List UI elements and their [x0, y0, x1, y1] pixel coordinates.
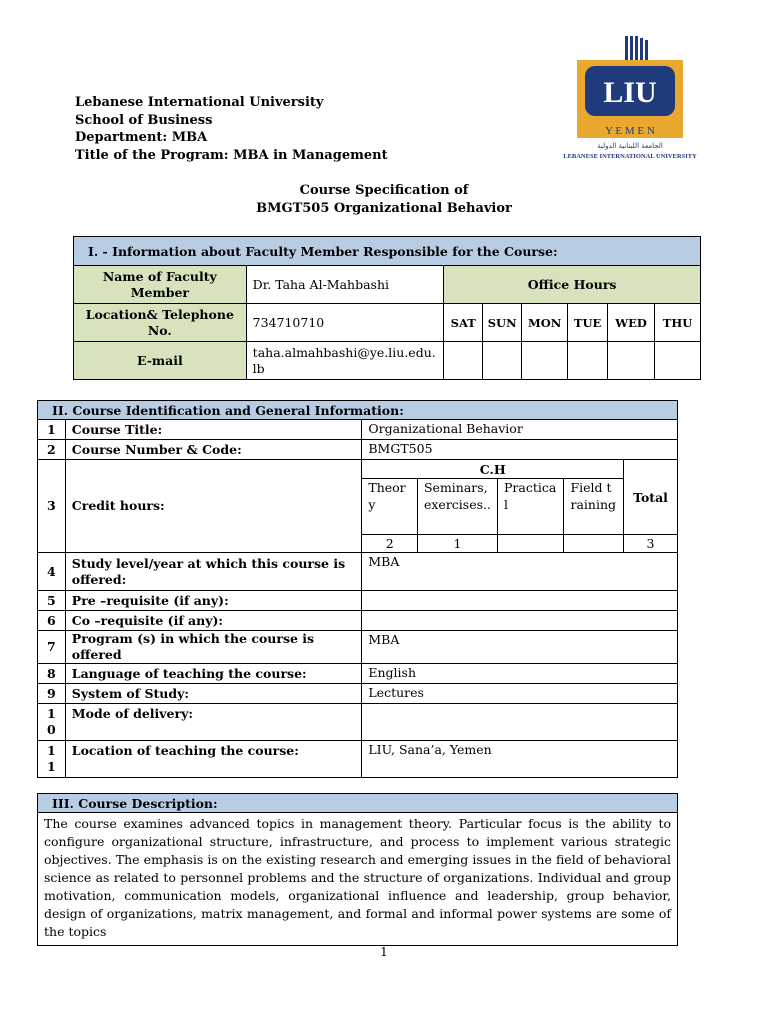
email-value: taha.almahbashi@ye.liu.edu.lb [246, 342, 444, 380]
course-spec-line1: Course Specification of [299, 183, 469, 198]
office-hours-label: Office Hours [444, 266, 701, 304]
mode-of-delivery-value [362, 704, 678, 741]
row-number: 5 [38, 591, 66, 611]
credit-hours-label: Credit hours: [65, 460, 362, 553]
row-number: 4 [38, 553, 66, 591]
study-level-value: MBA [362, 553, 678, 591]
school-name: School of Business [75, 112, 213, 128]
prerequisite-value [362, 591, 678, 611]
logo-english-line: LEBANESE INTERNATIONAL UNIVERSITY [563, 153, 697, 160]
field-training-value [564, 535, 624, 553]
table-row [38, 460, 678, 479]
day-sat: SAT [444, 304, 483, 342]
language-label: Language of teaching the course: [65, 664, 362, 684]
day-wed: WED [608, 304, 655, 342]
table-row [38, 704, 678, 741]
program-label: Program (s) in which the course is offered [65, 631, 362, 664]
study-level-label: Study level/year at which this course is offered: [65, 553, 362, 591]
table-row [38, 741, 678, 778]
location-of-teaching-label: Location of teaching the course: [65, 741, 362, 778]
section3-title: III. Course Description: [38, 794, 678, 813]
table-row [38, 611, 678, 631]
office-hours-cell [522, 342, 568, 380]
day-sun: SUN [483, 304, 522, 342]
office-hours-cell [483, 342, 522, 380]
table-row [38, 553, 678, 591]
location-label: Location& Telephone No. [74, 304, 247, 342]
logo-arabic-line: الجامعة اللبنانية الدولية [597, 142, 663, 150]
row-number: 3 [38, 460, 66, 553]
seminars-value: 1 [417, 535, 497, 553]
row-number: 1 1 [38, 741, 66, 778]
course-identification-table [37, 400, 678, 778]
office-hours-cell [568, 342, 608, 380]
language-value: English [362, 664, 678, 684]
email-label: E-mail [74, 342, 247, 380]
faculty-name-label: Name of Faculty Member [74, 266, 247, 304]
course-title-label: Course Title: [65, 420, 362, 440]
location-of-teaching-value: LIU, Sana’a, Yemen [362, 741, 678, 778]
day-tue: TUE [568, 304, 608, 342]
table-row [38, 664, 678, 684]
logo-columns-icon [625, 36, 648, 64]
day-thu: THU [655, 304, 701, 342]
prerequisite-label: Pre –requisite (if any): [65, 591, 362, 611]
course-title-value: Organizational Behavior [362, 420, 678, 440]
field-training-header: Field training [564, 479, 624, 535]
program-title: Title of the Program: MBA in Management [75, 148, 388, 164]
practical-value [497, 535, 563, 553]
row-number: 8 [38, 664, 66, 684]
table-row [38, 684, 678, 704]
office-hours-cell [608, 342, 655, 380]
corequisite-label: Co –requisite (if any): [65, 611, 362, 631]
ch-header: C.H [362, 460, 624, 479]
table-row [38, 591, 678, 611]
course-description-table [37, 793, 678, 946]
row-number: 2 [38, 440, 66, 460]
course-code-label: Course Number & Code: [65, 440, 362, 460]
location-value: 734710710 [246, 304, 444, 342]
course-code-value: BMGT505 [362, 440, 678, 460]
table-row [38, 440, 678, 460]
document-header [75, 94, 388, 165]
row-number: 1 0 [38, 704, 66, 741]
system-of-study-value: Lectures [362, 684, 678, 704]
table-row [38, 631, 678, 664]
section1-title: I. - Information about Faculty Member Responsible for the Course: [74, 237, 701, 266]
table-row [38, 420, 678, 440]
office-hours-cell [655, 342, 701, 380]
row-number: 9 [38, 684, 66, 704]
theory-value: 2 [362, 535, 418, 553]
logo-country: Y E M E N [605, 125, 655, 137]
row-number: 7 [38, 631, 66, 664]
row-number: 6 [38, 611, 66, 631]
university-name: Lebanese International University [75, 95, 324, 110]
department-name: Department: MBA [75, 130, 208, 146]
office-hours-cell [444, 342, 483, 380]
seminars-header: Seminars, exercises.. [417, 479, 497, 535]
total-value: 3 [624, 535, 678, 553]
theory-header: Theory [362, 479, 418, 535]
program-value: MBA [362, 631, 678, 664]
logo-letters: LIU [603, 76, 657, 109]
course-description-text: The course examines advanced topics in management theory. Particular focus is the ability to configure organizational structure, infrastructure, and process to implement various strategic objectives. The emphasis is on the existing research and emerging issues in the field of behavioral science as related to personnel problems and the structure of organizations. Individual and group motivation, communication models, organizational influence and leadership, group behavior, design of organizations, matrix management, and formal and informal power systems are some of the topics [38, 813, 678, 946]
system-of-study-label: System of Study: [65, 684, 362, 704]
total-header: Total [624, 460, 678, 535]
course-spec-line2: BMGT505 Organizational Behavior [256, 201, 512, 216]
day-mon: MON [522, 304, 568, 342]
corequisite-value [362, 611, 678, 631]
section2-title: II. Course Identification and General Information: [38, 401, 678, 420]
page-number: 1 [380, 945, 388, 959]
mode-of-delivery-label: Mode of delivery: [65, 704, 362, 741]
row-number: 1 [38, 420, 66, 440]
liu-yemen-logo [555, 34, 705, 164]
faculty-name-value: Dr. Taha Al-Mahbashi [246, 266, 444, 304]
faculty-info-table [73, 236, 701, 380]
practical-header: Practical [497, 479, 563, 535]
